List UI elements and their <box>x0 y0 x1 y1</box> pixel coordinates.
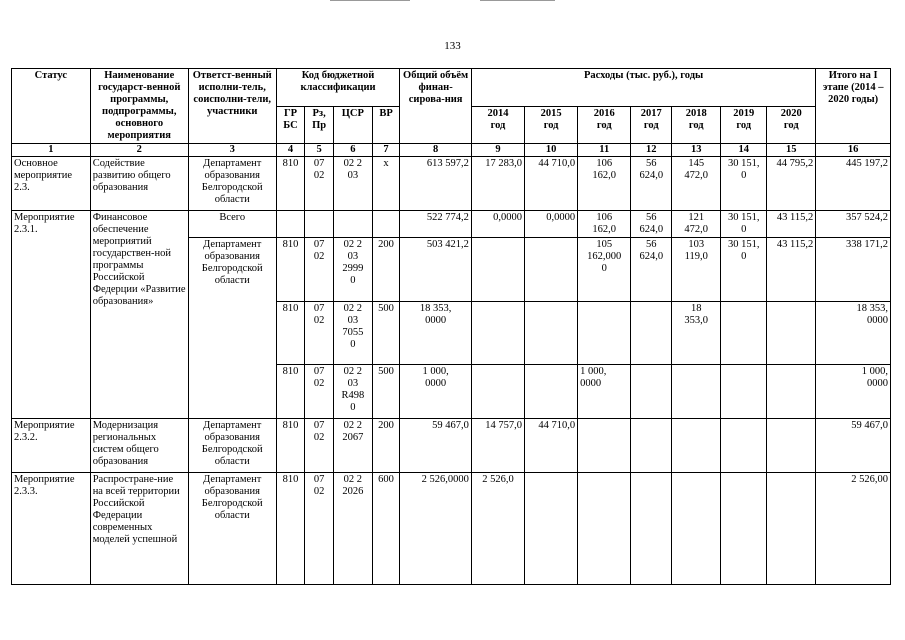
year-2019-cell <box>721 419 767 473</box>
vr-cell <box>372 211 400 238</box>
column-number: 6 <box>333 144 372 157</box>
stage-total-cell: 2 526,00 <box>816 473 891 585</box>
year-2019-cell: 30 151, 0 <box>721 157 767 211</box>
column-number: 15 <box>767 144 816 157</box>
responsible-cell: Департамент образования Белгородской области <box>188 157 276 211</box>
grbs-cell <box>276 211 305 238</box>
year-2015-cell <box>525 238 578 302</box>
year-2015-cell: 44 710,0 <box>525 419 578 473</box>
year-2018-cell <box>672 473 721 585</box>
year-2018-cell: 145 472,0 <box>672 157 721 211</box>
rzpr-cell <box>305 211 334 238</box>
rzpr-cell: 07 02 <box>305 419 334 473</box>
year-2020-cell <box>767 302 816 365</box>
grbs-cell: 810 <box>276 473 305 585</box>
header-year: 2018 год <box>672 106 721 144</box>
name-cell: Распростране-ние на всей территории Российской Федерации современных моделей успешной <box>90 473 188 585</box>
total-cell: 613 597,2 <box>400 157 472 211</box>
year-2014-cell <box>471 302 524 365</box>
header-row <box>12 69 891 107</box>
header-year: 2014 год <box>471 106 524 144</box>
vr-cell: 500 <box>372 365 400 419</box>
stage-total-cell: 1 000, 0000 <box>816 365 891 419</box>
year-2019-cell: 30 151, 0 <box>721 238 767 302</box>
column-number-row <box>12 144 891 157</box>
year-2020-cell <box>767 365 816 419</box>
grbs-cell: 810 <box>276 302 305 365</box>
grbs-cell: 810 <box>276 419 305 473</box>
year-2017-cell <box>631 419 672 473</box>
year-2020-cell: 43 115,2 <box>767 238 816 302</box>
header-expenses: Расходы (тыс. руб.), годы <box>471 69 815 107</box>
year-2019-cell <box>721 473 767 585</box>
column-number: 2 <box>90 144 188 157</box>
column-number: 5 <box>305 144 334 157</box>
total-cell: 1 000, 0000 <box>400 365 472 419</box>
csr-cell: 02 2 03 R498 0 <box>333 365 372 419</box>
rzpr-cell: 07 02 <box>305 302 334 365</box>
column-number: 11 <box>578 144 631 157</box>
year-2016-cell: 106 162,0 <box>578 157 631 211</box>
year-2020-cell: 44 795,2 <box>767 157 816 211</box>
year-2020-cell <box>767 419 816 473</box>
column-number: 3 <box>188 144 276 157</box>
header-grbs: ГР БС <box>276 106 305 144</box>
header-responsible: Ответст-венный исполни-тель, соисполни-тели, участники <box>188 69 276 144</box>
column-number: 7 <box>372 144 400 157</box>
year-2016-cell: 1 000, 0000 <box>578 365 631 419</box>
header-vr: ВР <box>372 106 400 144</box>
year-2017-cell: 56 624,0 <box>631 157 672 211</box>
status-cell: Основное мероприятие 2.3. <box>12 157 91 211</box>
stage-total-cell: 338 171,2 <box>816 238 891 302</box>
column-number: 8 <box>400 144 472 157</box>
table-row <box>12 157 891 211</box>
responsible-cell: Всего <box>188 211 276 238</box>
header-budget-code: Код бюджетной классификации <box>276 69 400 107</box>
year-2019-cell <box>721 365 767 419</box>
scan-edge-line <box>330 0 410 1</box>
year-2018-cell <box>672 365 721 419</box>
column-number: 9 <box>471 144 524 157</box>
header-csr: ЦСР <box>333 106 372 144</box>
rzpr-cell: 07 02 <box>305 157 334 211</box>
year-2015-cell <box>525 365 578 419</box>
grbs-cell: 810 <box>276 365 305 419</box>
name-cell: Модернизация региональных систем общего образования <box>90 419 188 473</box>
column-number: 1 <box>12 144 91 157</box>
stage-total-cell: 357 524,2 <box>816 211 891 238</box>
total-cell: 18 353, 0000 <box>400 302 472 365</box>
total-cell: 59 467,0 <box>400 419 472 473</box>
name-cell: Содействие развитию общего образования <box>90 157 188 211</box>
status-cell: Мероприятие 2.3.3. <box>12 473 91 585</box>
year-2014-cell <box>471 365 524 419</box>
stage-total-cell: 445 197,2 <box>816 157 891 211</box>
year-2014-cell: 17 283,0 <box>471 157 524 211</box>
rzpr-cell: 07 02 <box>305 238 334 302</box>
year-2019-cell <box>721 302 767 365</box>
column-number: 4 <box>276 144 305 157</box>
responsible-cell: Департамент образования Белгородской области <box>188 473 276 585</box>
total-cell: 503 421,2 <box>400 238 472 302</box>
page-bottom-margin <box>11 607 891 640</box>
year-2018-cell: 18 353,0 <box>672 302 721 365</box>
column-number: 16 <box>816 144 891 157</box>
stage-total-cell: 18 353, 0000 <box>816 302 891 365</box>
column-number: 13 <box>672 144 721 157</box>
header-stage-total: Итого на I этапе (2014 – 2020 годы) <box>816 69 891 144</box>
header-name: Наименование государст-венной программы, подпрограммы, основного мероприятия <box>90 69 188 144</box>
header-total-volume: Общий объём финан-сирова-ния <box>400 69 472 144</box>
header-rzpr: Рз, Пр <box>305 106 334 144</box>
name-cell: Финансовое обеспечение мероприятий государствен-ной программы Российской Федерции «Развитие образования» <box>90 211 188 419</box>
responsible-cell: Департамент образования Белгородской области <box>188 419 276 473</box>
budget-table <box>11 68 891 585</box>
csr-cell: 02 2 03 7055 0 <box>333 302 372 365</box>
table-row <box>12 211 891 238</box>
year-2016-cell <box>578 473 631 585</box>
header-year: 2017 год <box>631 106 672 144</box>
stage-total-cell: 59 467,0 <box>816 419 891 473</box>
year-2017-cell <box>631 365 672 419</box>
rzpr-cell: 07 02 <box>305 473 334 585</box>
header-year: 2016 год <box>578 106 631 144</box>
year-2017-cell: 56 624,0 <box>631 211 672 238</box>
year-2014-cell: 0,0000 <box>471 211 524 238</box>
status-cell: Мероприятие 2.3.2. <box>12 419 91 473</box>
header-year: 2019 год <box>721 106 767 144</box>
year-2016-cell: 106 162,0 <box>578 211 631 238</box>
rzpr-cell: 07 02 <box>305 365 334 419</box>
year-2020-cell <box>767 473 816 585</box>
column-number: 12 <box>631 144 672 157</box>
year-2014-cell <box>471 238 524 302</box>
vr-cell: 200 <box>372 419 400 473</box>
page-number: 133 <box>444 40 461 52</box>
csr-cell: 02 2 03 <box>333 157 372 211</box>
year-2015-cell: 0,0000 <box>525 211 578 238</box>
header-year: 2015 год <box>525 106 578 144</box>
year-2017-cell <box>631 473 672 585</box>
column-number: 14 <box>721 144 767 157</box>
year-2019-cell: 30 151, 0 <box>721 211 767 238</box>
header-status: Статус <box>12 69 91 144</box>
year-2016-cell <box>578 419 631 473</box>
column-number: 10 <box>525 144 578 157</box>
total-cell: 522 774,2 <box>400 211 472 238</box>
responsible-cell: Департамент образования Белгородской области <box>188 238 276 419</box>
grbs-cell: 810 <box>276 238 305 302</box>
vr-cell: 200 <box>372 238 400 302</box>
csr-cell: 02 2 03 2999 0 <box>333 238 372 302</box>
year-2016-cell <box>578 302 631 365</box>
year-2018-cell <box>672 419 721 473</box>
year-2018-cell: 103 119,0 <box>672 238 721 302</box>
year-2017-cell: 56 624,0 <box>631 238 672 302</box>
year-2015-cell <box>525 302 578 365</box>
table-row <box>12 419 891 473</box>
year-2016-cell: 105 162,000 0 <box>578 238 631 302</box>
csr-cell: 02 2 2026 <box>333 473 372 585</box>
year-2014-cell: 2 526,0 <box>471 473 524 585</box>
year-2015-cell: 44 710,0 <box>525 157 578 211</box>
status-cell: Мероприятие 2.3.1. <box>12 211 91 419</box>
table-row <box>12 473 891 585</box>
year-2015-cell <box>525 473 578 585</box>
year-2018-cell: 121 472,0 <box>672 211 721 238</box>
csr-cell: 02 2 2067 <box>333 419 372 473</box>
year-2017-cell <box>631 302 672 365</box>
year-2014-cell: 14 757,0 <box>471 419 524 473</box>
total-cell: 2 526,0000 <box>400 473 472 585</box>
scan-edge-line <box>480 0 555 1</box>
grbs-cell: 810 <box>276 157 305 211</box>
csr-cell <box>333 211 372 238</box>
header-year: 2020 год <box>767 106 816 144</box>
vr-cell: 600 <box>372 473 400 585</box>
vr-cell: 500 <box>372 302 400 365</box>
vr-cell: х <box>372 157 400 211</box>
year-2020-cell: 43 115,2 <box>767 211 816 238</box>
